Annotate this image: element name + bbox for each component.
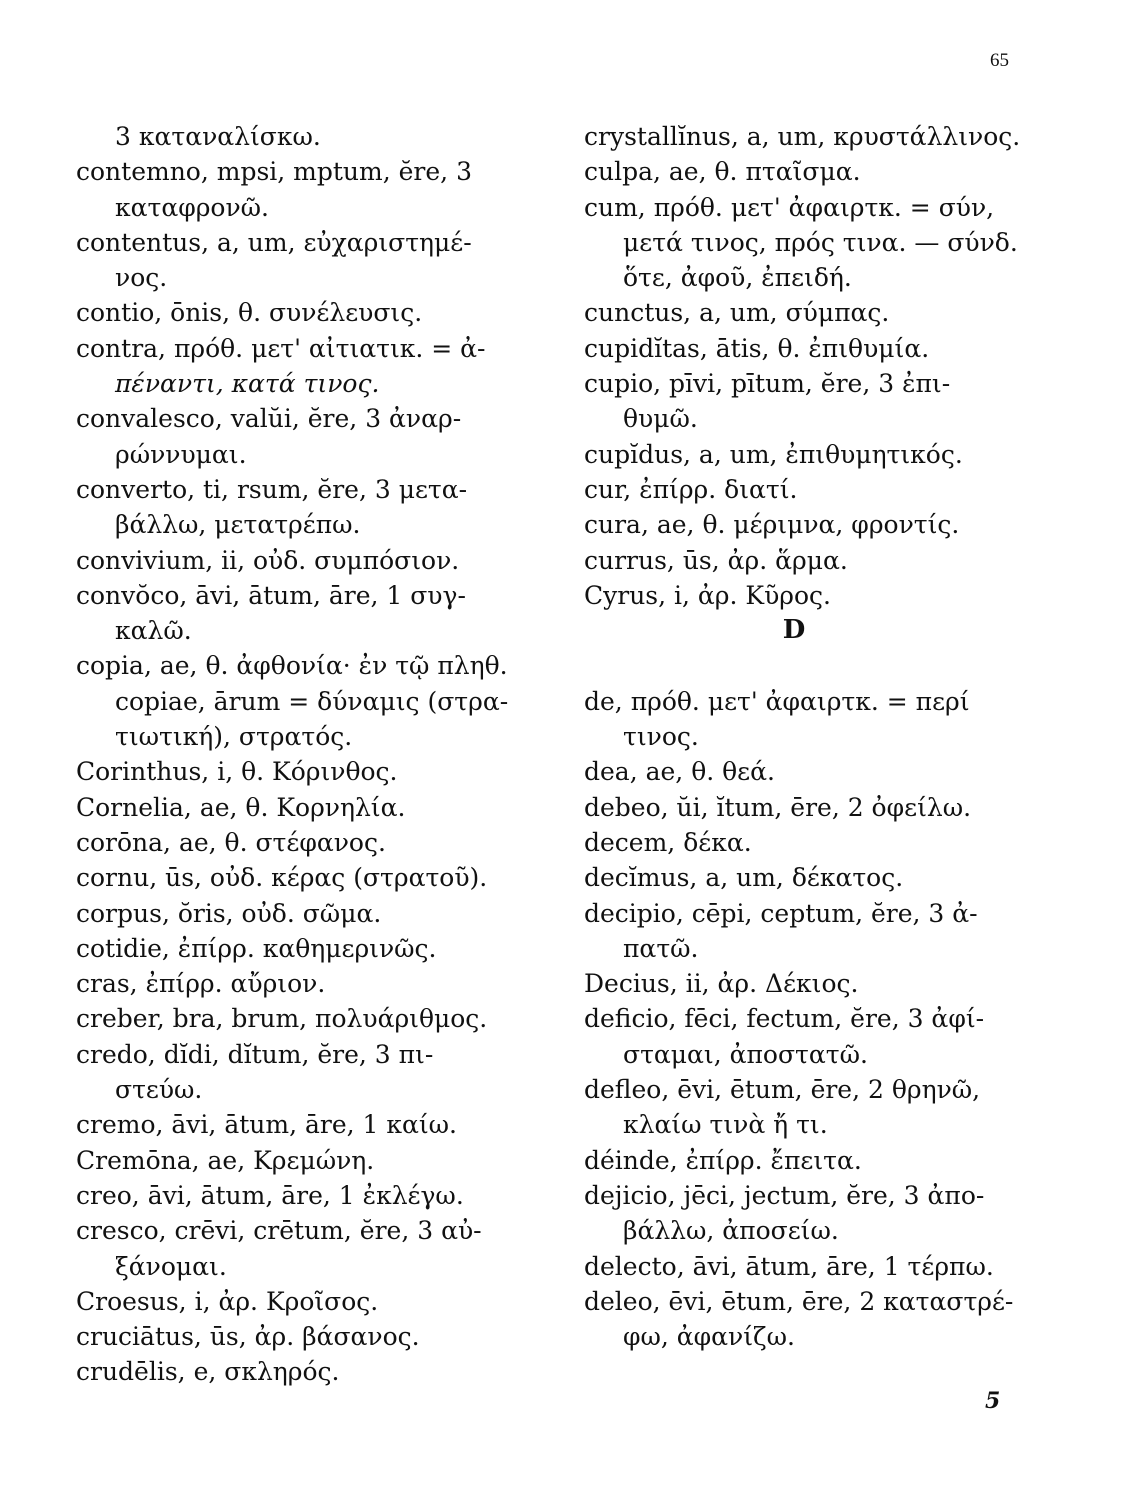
entry-line: decipio, cēpi, ceptum, ĕre, 3 ἀ- — [584, 898, 978, 928]
entry-line: καταφρονῶ. — [115, 192, 270, 222]
entry-line: convivium, ii, οὐδ. συμπόσιον. — [76, 545, 460, 575]
entry-line: μετά τινος, πρός τινα. — σύνδ. — [623, 227, 1018, 257]
entry-line: cornu, ūs, οὐδ. κέρας (στρατοῦ). — [76, 863, 488, 893]
entry-line: corōna, ae, θ. στέφανος. — [76, 827, 386, 857]
entry-line: cupidĭtas, ātis, θ. ἐπιθυμία. — [584, 333, 930, 363]
entry-line: decem, δέκα. — [584, 827, 752, 857]
entry-line: contio, ōnis, θ. συνέλευσις. — [76, 298, 423, 328]
entry-line: cur, ἐπίρρ. διατί. — [584, 474, 798, 504]
entry-line: cupio, pīvi, pītum, ĕre, 3 ἐπι- — [584, 369, 951, 399]
entry-line: contra, πρόθ. μετ' αἰτιατικ. = ἀ- — [76, 333, 486, 363]
entry-line: στεύω. — [115, 1075, 203, 1105]
entry-line: ξάνομαι. — [115, 1251, 227, 1281]
entry-line: debeo, ŭi, ĭtum, ēre, 2 ὀφείλω. — [584, 792, 972, 822]
entry-line: convalesco, valŭi, ĕre, 3 ἀναρ- — [76, 404, 462, 434]
entry-line: cras, ἐπίρρ. αὔριον. — [76, 969, 326, 999]
page-number: 65 — [990, 50, 1009, 71]
entry-line: decĭmus, a, um, δέκατος. — [584, 863, 904, 893]
entry-line: ρώννυμαι. — [115, 439, 247, 469]
entry-line: σταμαι, ἀποστατῶ. — [623, 1039, 868, 1069]
entry-line: cunctus, a, um, σύμπας. — [584, 298, 890, 328]
entry-line: cum, πρόθ. μετ' ἀφαιρτκ. = σύν, — [584, 192, 995, 222]
entry-line: Cyrus, i, ἀρ. Κῦρος. — [584, 580, 831, 610]
left-column — [76, 119, 546, 1390]
section-heading: D — [782, 615, 806, 646]
entry-line: deficio, fēci, fectum, ĕre, 3 ἀφί- — [584, 1004, 985, 1034]
entry-line: copia, ae, θ. ἀφθονία· ἐν τῷ πληθ. — [76, 651, 508, 681]
entry-line: crystallĭnus, a, um, κρυστάλλινος. — [584, 122, 1021, 151]
entry-line: βάλλω, μετατρέπω. — [115, 510, 361, 540]
entry-line: de, πρόθ. μετ' ἀφαιρτκ. = περί — [584, 686, 970, 716]
entry-line: πέναντι, κατά τινος. — [115, 369, 380, 399]
entry-line: πατῶ. — [623, 933, 699, 963]
entry-line: Corinthus, i, θ. Κόρινθος. — [76, 757, 398, 787]
entry-line: cotidie, ἐπίρρ. καθημερινῶς. — [76, 933, 437, 963]
entry-line: currus, ūs, ἀρ. ἅρμα. — [584, 545, 848, 575]
entry-line: creber, bra, brum, πολυάριθμος. — [76, 1004, 488, 1034]
entry-line: βάλλω, ἀποσείω. — [623, 1216, 839, 1246]
entry-line: ὅτε, ἀφοῦ, ἐπειδή. — [623, 263, 852, 293]
entry-line: credo, dĭdi, dĭtum, ĕre, 3 πι- — [76, 1039, 434, 1069]
entry-line: contentus, a, um, εὐχαριστημέ- — [76, 227, 472, 257]
entry-line: 3 καταναλίσκω. — [115, 122, 321, 151]
entry-line: crudēlis, e, σκληρός. — [76, 1357, 340, 1387]
entry-line: cupĭdus, a, um, ἐπιθυμητικός. — [584, 439, 963, 469]
signature-mark: 5 — [985, 1388, 1001, 1414]
entry-line: τιωτική), στρατός. — [115, 722, 353, 752]
entry-line: τινος. — [623, 722, 699, 752]
entry-line: culpa, ae, θ. πταῖσμα. — [584, 157, 861, 187]
entry-line: converto, ti, rsum, ĕre, 3 μετα- — [76, 474, 468, 504]
entry-line: creo, āvi, ātum, āre, 1 ἐκλέγω. — [76, 1180, 464, 1210]
entry-line: Cornelia, ae, θ. Κορνηλία. — [76, 792, 406, 822]
entry-line: déinde, ἐπίρρ. ἔπειτα. — [584, 1145, 862, 1175]
entry-line: cresco, crēvi, crētum, ĕre, 3 αὐ- — [76, 1216, 482, 1246]
entry-line: corpus, ŏris, οὐδ. σῶμα. — [76, 898, 382, 928]
section-spacer — [584, 648, 1024, 683]
entry-line: φω, ἀφανίζω. — [623, 1322, 795, 1352]
entry-line: defleo, ēvi, ētum, ēre, 2 θρηνῶ, — [584, 1075, 981, 1105]
right-column — [584, 119, 1024, 1354]
entry-line: dea, ae, θ. θεά. — [584, 757, 775, 787]
entry-line: Croesus, i, ἀρ. Κροῖσος. — [76, 1286, 379, 1316]
entry-line: Decius, ii, ἀρ. Δέκιος. — [584, 969, 859, 999]
entry-line: νος. — [115, 263, 168, 293]
entry-line: copiae, ārum = δύναμις (στρα- — [115, 686, 509, 716]
entry-line: convŏco, āvi, ātum, āre, 1 συγ- — [76, 580, 466, 610]
entry-line: καλῶ. — [115, 616, 192, 646]
entry-line: cruciātus, ūs, ἀρ. βάσανος. — [76, 1322, 420, 1352]
entry-line: κλαίω τινὰ ἤ τι. — [623, 1110, 828, 1140]
entry-line: cremo, āvi, ātum, āre, 1 καίω. — [76, 1110, 458, 1140]
entry-line: contemno, mpsi, mptum, ĕre, 3 — [76, 157, 472, 187]
entry-line: delecto, āvi, ātum, āre, 1 τέρπω. — [584, 1251, 994, 1281]
entry-line: cura, ae, θ. μέριμνα, φροντίς. — [584, 510, 960, 540]
entry-line: θυμῶ. — [623, 404, 698, 434]
entry-line: dejicio, jēci, jectum, ĕre, 3 ἀπο- — [584, 1180, 985, 1210]
entry-line: deleo, ēvi, ētum, ēre, 2 καταστρέ- — [584, 1286, 1014, 1316]
entry-line: Cremōna, ae, Κρεμώνη. — [76, 1145, 375, 1175]
